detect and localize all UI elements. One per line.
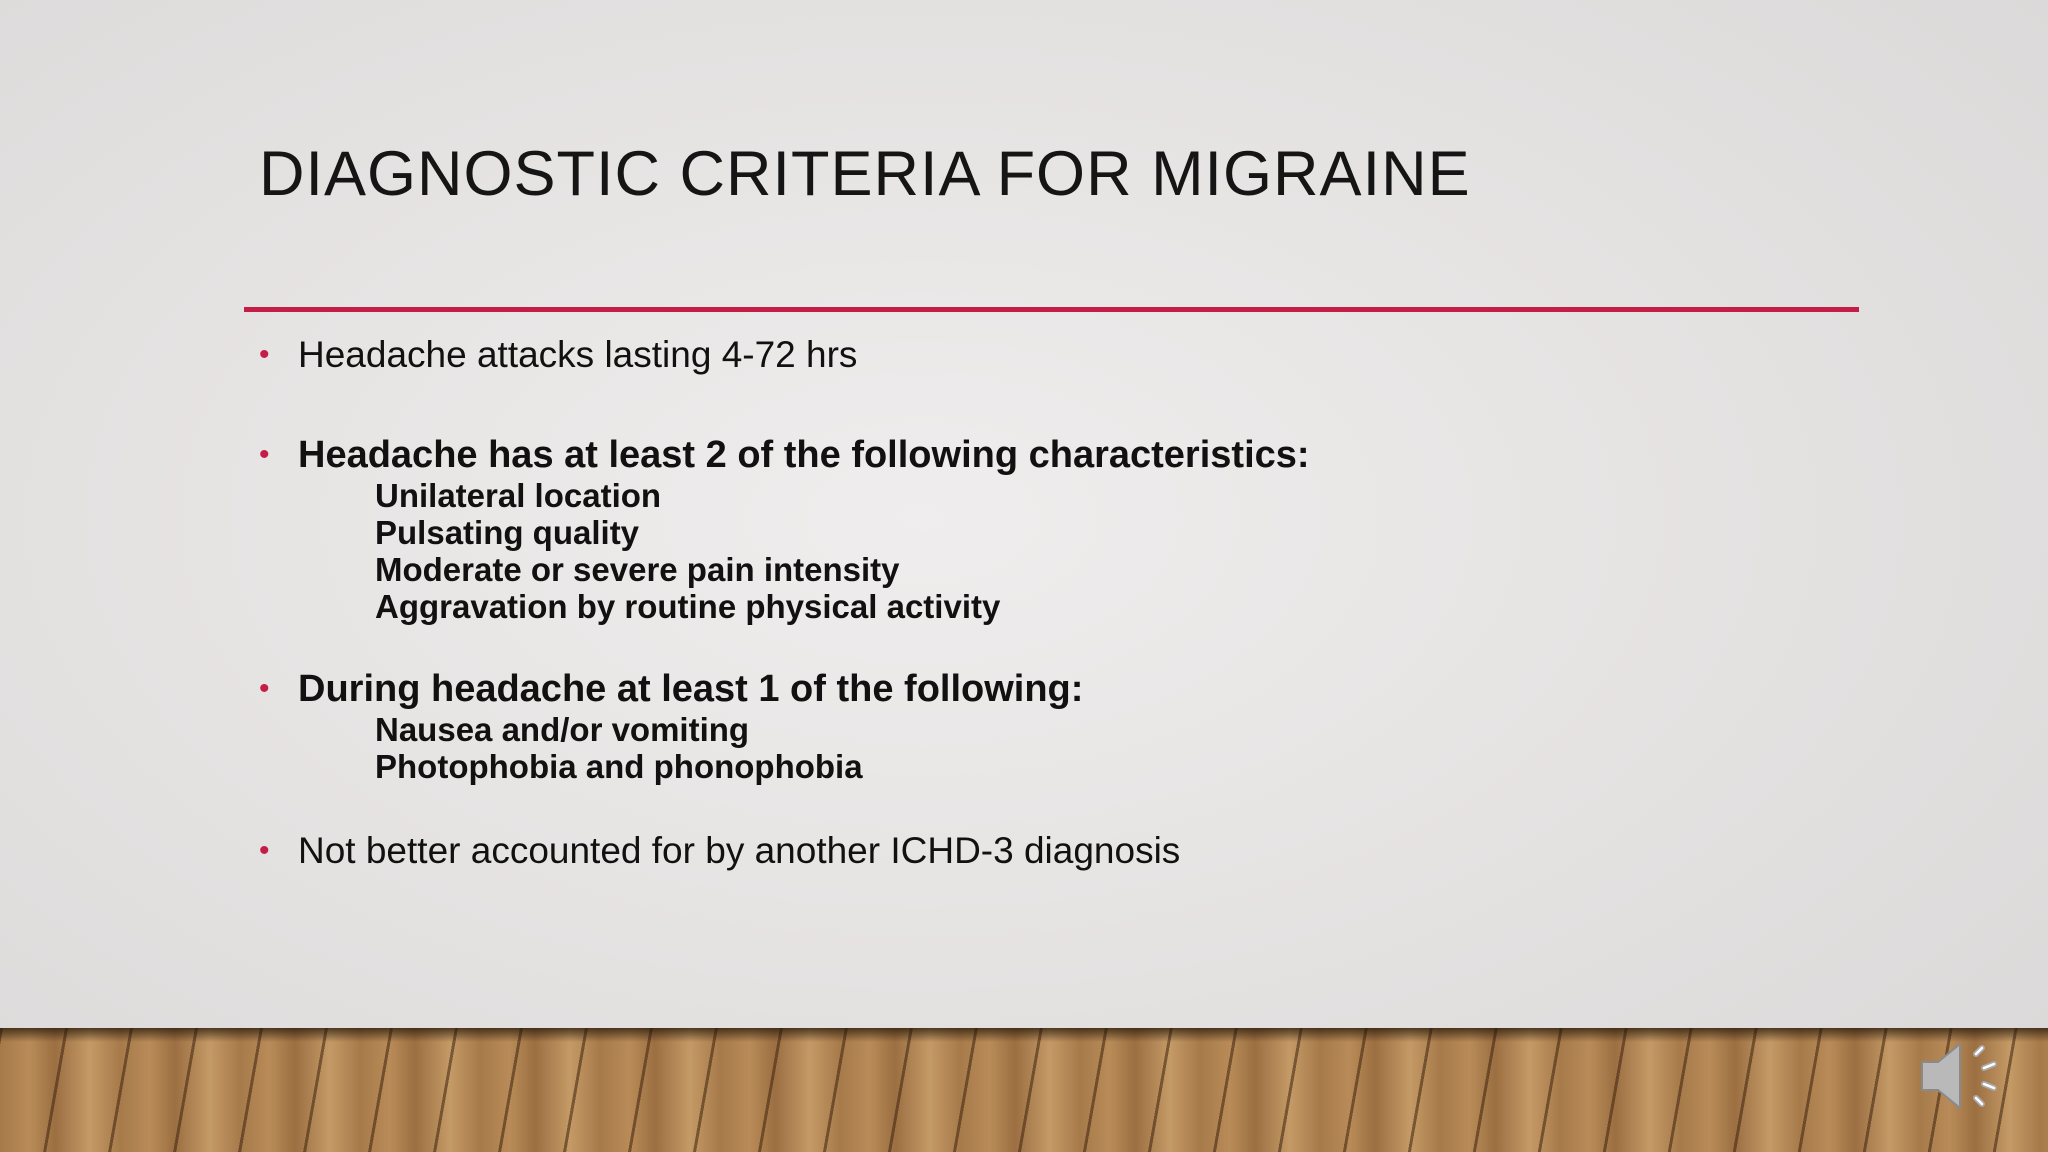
slide-title: DIAGNOSTIC CRITERIA FOR MIGRAINE [259,139,1471,209]
bullet-text: Not better accounted for by another ICHD-3 diagnosis [298,830,1181,871]
sub-item: Unilateral location [375,477,662,514]
bullet-text: Headache has at least 2 of the following characteristics: [298,434,1310,476]
bullet-marker: • [259,672,270,705]
sub-item: Nausea and/or vomiting [375,711,750,748]
bullet-marker: • [259,438,270,471]
sub-item: Pulsating quality [375,514,640,551]
floor-shadow [0,1028,2048,1042]
bullet-text: Headache attacks lasting 4-72 hrs [298,334,858,375]
wood-floor-background [0,1028,2048,1152]
bullet-marker: • [259,834,270,867]
bullet-text: During headache at least 1 of the following: [298,668,1084,710]
sub-item: Aggravation by routine physical activity [375,588,1001,625]
bullet-marker: • [259,338,270,371]
speaker-icon[interactable] [1916,1024,2016,1124]
sub-item: Photophobia and phonophobia [375,748,863,785]
sub-item: Moderate or severe pain intensity [375,551,900,588]
title-divider [244,307,1859,312]
